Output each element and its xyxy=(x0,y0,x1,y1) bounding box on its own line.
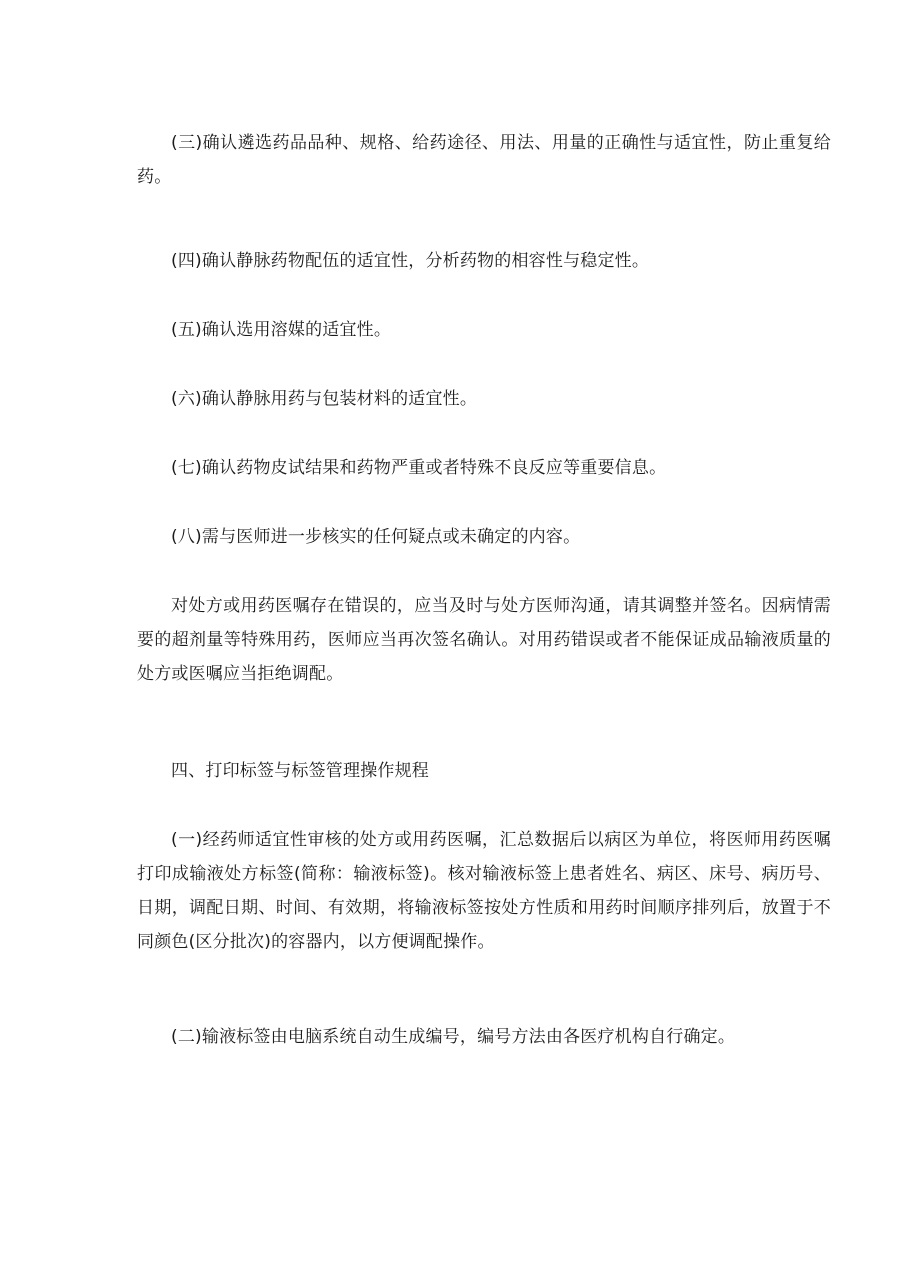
paragraph-item-3: (三)确认遴选药品品种、规格、给药途径、用法、用量的正确性与适宜性，防止重复给药。 xyxy=(137,133,831,187)
paragraph-item-7: (七)确认药物皮试结果和药物严重或者特殊不良反应等重要信息。 xyxy=(171,458,667,478)
paragraph-label-item-1: (一)经药师适宜性审核的处方或用药医嘱，汇总数据后以病区为单位，将医师用药医嘱打印成输液处方标签(简称：输液标签)。核对输液标签上患者姓名、病区、床号、病历号、日期，调配日期、时间、有效期，将输液标签按处方性质和用药时间顺序排列后，放置于不同颜色(区分批次)的容器内，以方便调配操作。 xyxy=(137,830,831,952)
paragraph-item-4: (四)确认静脉药物配伍的适宜性，分析药物的相容性与稳定性。 xyxy=(171,251,650,271)
paragraph-item-8: (八)需与医师进一步核实的任何疑点或未确定的内容。 xyxy=(171,527,581,547)
paragraph-item-6: (六)确认静脉用药与包装材料的适宜性。 xyxy=(171,389,478,409)
section-heading-label-printing: 四、打印标签与标签管理操作规程 xyxy=(171,761,429,781)
paragraph-label-item-2: (二)输液标签由电脑系统自动生成编号，编号方法由各医疗机构自行确定。 xyxy=(171,1027,736,1047)
paragraph-item-5: (五)确认选用溶媒的适宜性。 xyxy=(171,320,392,340)
paragraph-error-handling: 对处方或用药医嘱存在错误的，应当及时与处方医师沟通，请其调整并签名。因病情需要的超剂量等特殊用药，医师应当再次签名确认。对用药错误或者不能保证成品输液质量的处方或医嘱应当拒绝调配。 xyxy=(137,596,831,684)
